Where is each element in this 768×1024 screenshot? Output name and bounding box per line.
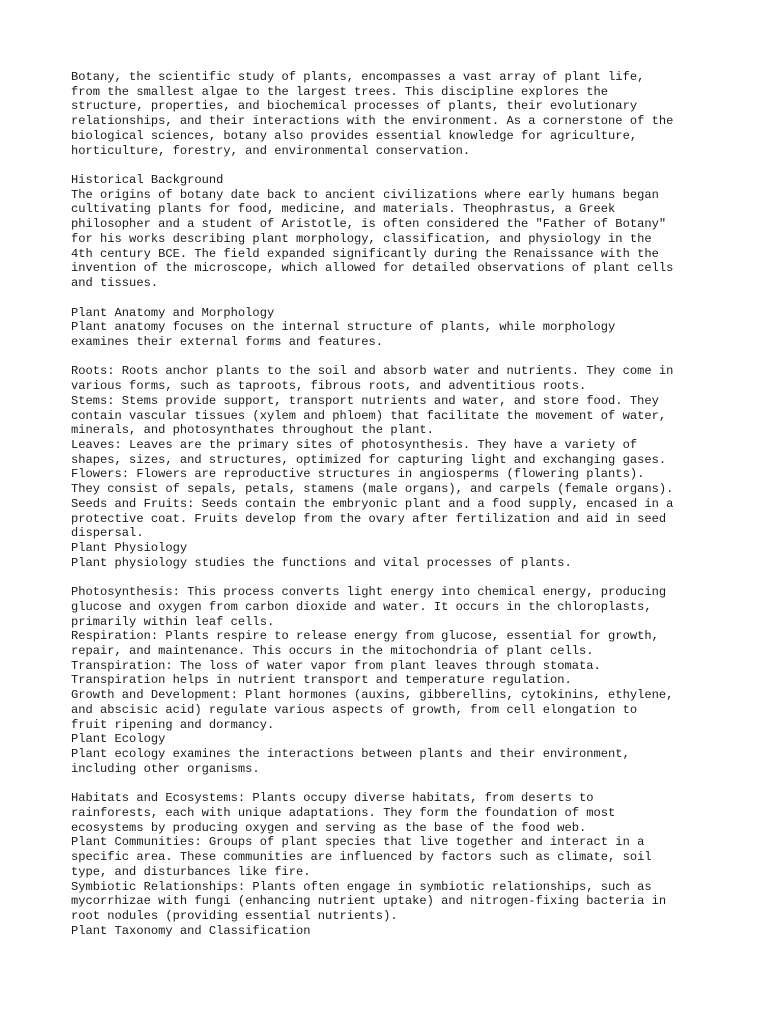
- text-line: including other organisms.: [71, 761, 260, 776]
- text-line: type, and disturbances like fire.: [71, 864, 311, 879]
- text-line: root nodules (providing essential nutrients).: [71, 908, 398, 923]
- text-line: The origins of botany date back to ancient civilizations where early humans began: [71, 187, 659, 202]
- text-line: Botany, the scientific study of plants, encompasses a vast array of plant life,: [71, 70, 645, 84]
- paragraph-gap: [71, 350, 751, 365]
- paragraph-gap: [71, 570, 751, 585]
- text-line: horticulture, forestry, and environmental conservation.: [71, 143, 471, 158]
- text-line: repair, and maintenance. This occurs in the mitochondria of plant cells.: [71, 644, 594, 659]
- text-line: cultivating plants for food, medicine, and materials. Theophrastus, a Greek: [71, 202, 616, 217]
- text-line: Growth and Development: Plant hormones (auxins, gibberellins, cytokinins, ethylene,: [71, 688, 674, 703]
- text-line: rainforests, each with unique adaptations. They form the foundation of most: [71, 805, 616, 820]
- text-line: Transpiration: The loss of water vapor from plant leaves through stomata.: [71, 658, 601, 673]
- text-line: Plant physiology studies the functions and vital processes of plants.: [71, 555, 572, 570]
- text-line: protective coat. Fruits develop from the ovary after fertilization and aid in seed: [71, 511, 667, 526]
- text-line: mycorrhizae with fungi (enhancing nutrient uptake) and nitrogen-fixing bacteria in: [71, 894, 667, 909]
- document-page: [71, 70, 751, 938]
- text-line: Plant ecology examines the interactions between plants and their environment,: [71, 747, 630, 762]
- text-line: Seeds and Fruits: Seeds contain the embryonic plant and a food supply, encased in a: [71, 496, 674, 511]
- text-line: for his works describing plant morphology, classification, and physiology in the: [71, 231, 652, 246]
- paragraph-gap: [71, 291, 751, 306]
- text-line: 4th century BCE. The field expanded significantly during the Renaissance with the: [71, 246, 659, 261]
- text-line: and tissues.: [71, 276, 159, 291]
- text-line: Roots: Roots anchor plants to the soil and absorb water and nutrients. They come in: [71, 364, 674, 379]
- text-line: and abscisic acid) regulate various aspects of growth, from cell elongation to: [71, 702, 638, 717]
- text-line: They consist of sepals, petals, stamens (male organs), and carpels (female organs).: [71, 482, 674, 497]
- text-line: contain vascular tissues (xylem and phloem) that facilitate the movement of water,: [71, 408, 667, 423]
- text-line: Symbiotic Relationships: Plants often engage in symbiotic relationships, such as: [71, 879, 652, 894]
- text-line: primarily within leaf cells.: [71, 614, 275, 629]
- text-line: Plant Anatomy and Morphology: [71, 305, 275, 320]
- text-line: dispersal.: [71, 526, 144, 541]
- text-line: philosopher and a student of Aristotle, is often considered the "Father of Botany": [71, 217, 667, 232]
- text-line: Respiration: Plants respire to release energy from glucose, essential for growth,: [71, 629, 659, 644]
- text-line: shapes, sizes, and structures, optimized for capturing light and exchanging gases.: [71, 452, 667, 467]
- text-line: Plant Taxonomy and Classification: [71, 923, 311, 938]
- text-line: invention of the microscope, which allowed for detailed observations of plant cells: [71, 261, 674, 276]
- text-line: Leaves: Leaves are the primary sites of photosynthesis. They have a variety of: [71, 437, 638, 452]
- text-line: Plant Communities: Groups of plant species that live together and interact in a: [71, 835, 645, 850]
- text-line: Plant anatomy focuses on the internal structure of plants, while morphology: [71, 320, 616, 335]
- text-line: Flowers: Flowers are reproductive structures in angiosperms (flowering plants).: [71, 467, 645, 482]
- text-line: from the smallest algae to the largest trees. This discipline explores the: [71, 84, 609, 99]
- text-line: structure, properties, and biochemical processes of plants, their evolutionary: [71, 99, 638, 114]
- text-line: minerals, and photosynthates throughout the plant.: [71, 423, 434, 438]
- text-line: fruit ripening and dormancy.: [71, 717, 275, 732]
- text-line: Stems: Stems provide support, transport nutrients and water, and store food. They: [71, 393, 659, 408]
- text-line: relationships, and their interactions with the environment. As a cornerstone of the: [71, 114, 674, 129]
- text-line: various forms, such as taproots, fibrous roots, and adventitious roots.: [71, 379, 587, 394]
- text-line: biological sciences, botany also provides essential knowledge for agriculture,: [71, 128, 638, 143]
- text-line: Photosynthesis: This process converts light energy into chemical energy, producing: [71, 585, 667, 600]
- paragraph-gap: [71, 777, 751, 792]
- text-line: specific area. These communities are influenced by factors such as climate, soil: [71, 850, 652, 865]
- text-line: glucose and oxygen from carbon dioxide and water. It occurs in the chloroplasts,: [71, 599, 652, 614]
- text-line: ecosystems by producing oxygen and serving as the base of the food web.: [71, 820, 587, 835]
- text-line: Transpiration helps in nutrient transport and temperature regulation.: [71, 673, 572, 688]
- text-line: Plant Ecology: [71, 732, 166, 747]
- text-line: Plant Physiology: [71, 541, 188, 555]
- text-line: Historical Background: [71, 173, 224, 188]
- text-line: Habitats and Ecosystems: Plants occupy diverse habitats, from deserts to: [71, 791, 594, 806]
- text-line: examines their external forms and features.: [71, 334, 384, 349]
- paragraph-gap: [71, 158, 751, 173]
